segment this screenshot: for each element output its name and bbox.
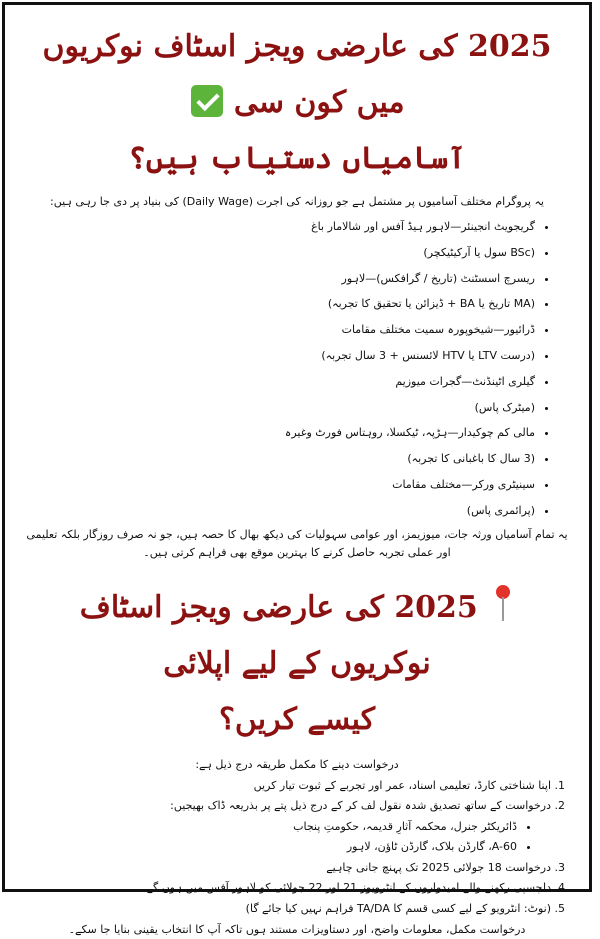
list-item: • (پرائمری پاس)	[25, 498, 535, 524]
list-item: • گریجویٹ انجینئر—لاہور ہیڈ آفس اور شالامار باغ	[25, 214, 535, 240]
list-item: • (BSc سول یا آرکیٹیکچر)	[25, 240, 535, 266]
check-mark-icon	[191, 85, 223, 117]
step-item	[25, 796, 551, 858]
step-text: درخواست کے ساتھ تصدیق شدہ نقول لف کر کے درج ذیل پتے پر بذریعہ ڈاک بھیجیں:	[170, 799, 551, 813]
list-item: • گیلری اٹینڈنٹ—گجرات میوزیم	[25, 369, 535, 395]
section1-intro: یہ پروگرام مختلف آسامیوں پر مشتمل ہے جو روزانہ کی اجرت (Daily Wage) کی بنیاد پر دی جا رہی ہیں:	[50, 195, 544, 208]
step-item: 1. اپنا شناختی کارڈ، تعلیمی اسناد، عمر اور تجربے کے ثبوت تیار کریں	[25, 776, 551, 797]
list-item: • (درست LTV یا HTV لائسنس + 3 سال تجربہ)	[25, 343, 535, 369]
address-list	[25, 817, 551, 858]
step-item: 3. درخواست 18 جولائی 2025 تک پہنچ جانی چاہیے	[25, 858, 551, 879]
step-item: 4. دلچسپی رکھنے والے امیدواروں کے انٹرویوز 21 اور 22 جولائی کو لاہور آفس میں ہوں گے	[25, 878, 551, 899]
job-list	[25, 214, 569, 524]
section2-title-text-2: کیسے کریں؟	[218, 701, 376, 737]
pushpin-icon	[492, 585, 514, 623]
section1-title	[25, 19, 569, 187]
list-item: • (میٹرک پاس)	[25, 395, 535, 421]
section1-title-text-2: آسامیاں دستیاب ہیں؟	[128, 141, 466, 176]
section1-note: یہ تمام آسامیاں ورثہ جات، میوزیمز، اور عوامی سہولیات کی دیکھ بھال کا حصہ ہیں، جو نہ صرف روزگار بلکہ تعلیمی اور عملی تجربہ حاصل کرنے کا بہترین موقع بھی فراہم کرتی ہیں۔	[26, 527, 568, 559]
list-item: • (MA تاریخ یا BA + ڈیزائن یا تحقیق کا تجربہ)	[25, 291, 535, 317]
section2-intro: درخواست دینے کا مکمل طریقہ درج ذیل ہے:	[195, 757, 399, 771]
step-item: 5. (نوٹ: انٹرویو کے لیے کسی قسم کا TA/DA فراہم نہیں کیا جائے گا)	[25, 899, 551, 920]
address-line: • A-60، گارڈن بلاک، گارڈن ٹاؤن، لاہور	[25, 837, 517, 858]
list-item: • ریسرچ اسسٹنٹ (تاریخ / گرافکس)—لاہور	[25, 266, 535, 292]
closing-text: درخواست مکمل، معلومات واضح، اور دستاویزات مستند ہوں تاکہ آپ کا انتخاب یقینی بنایا جا سکے۔	[68, 923, 526, 937]
section2-title-text: 2025 کی عارضی ویجز اسٹاف نوکریوں کے لیے اپلائی	[79, 589, 478, 681]
section1-title-text: 2025 کی عارضی ویجز اسٹاف نوکریوں میں کون سی	[42, 29, 552, 120]
list-item: • (3 سال کا باغبانی کا تجربہ)	[25, 446, 535, 472]
address-line: • ڈائریکٹر جنرل، محکمہ آثارِ قدیمہ، حکومتِ پنجاب	[25, 817, 517, 838]
page-frame	[2, 2, 592, 937]
steps-list	[25, 776, 569, 920]
list-item: • سینیٹری ورکر—مختلف مقامات	[25, 472, 535, 498]
list-item: • مالی کم چوکیدار—ہڑپہ، ٹیکسلا، روہتاس فورٹ وغیرہ	[25, 420, 535, 446]
article-body	[5, 19, 589, 939]
list-item: • ڈرائیور—شیخوپورہ سمیت مختلف مقامات	[25, 317, 535, 343]
section2-title	[25, 580, 569, 748]
